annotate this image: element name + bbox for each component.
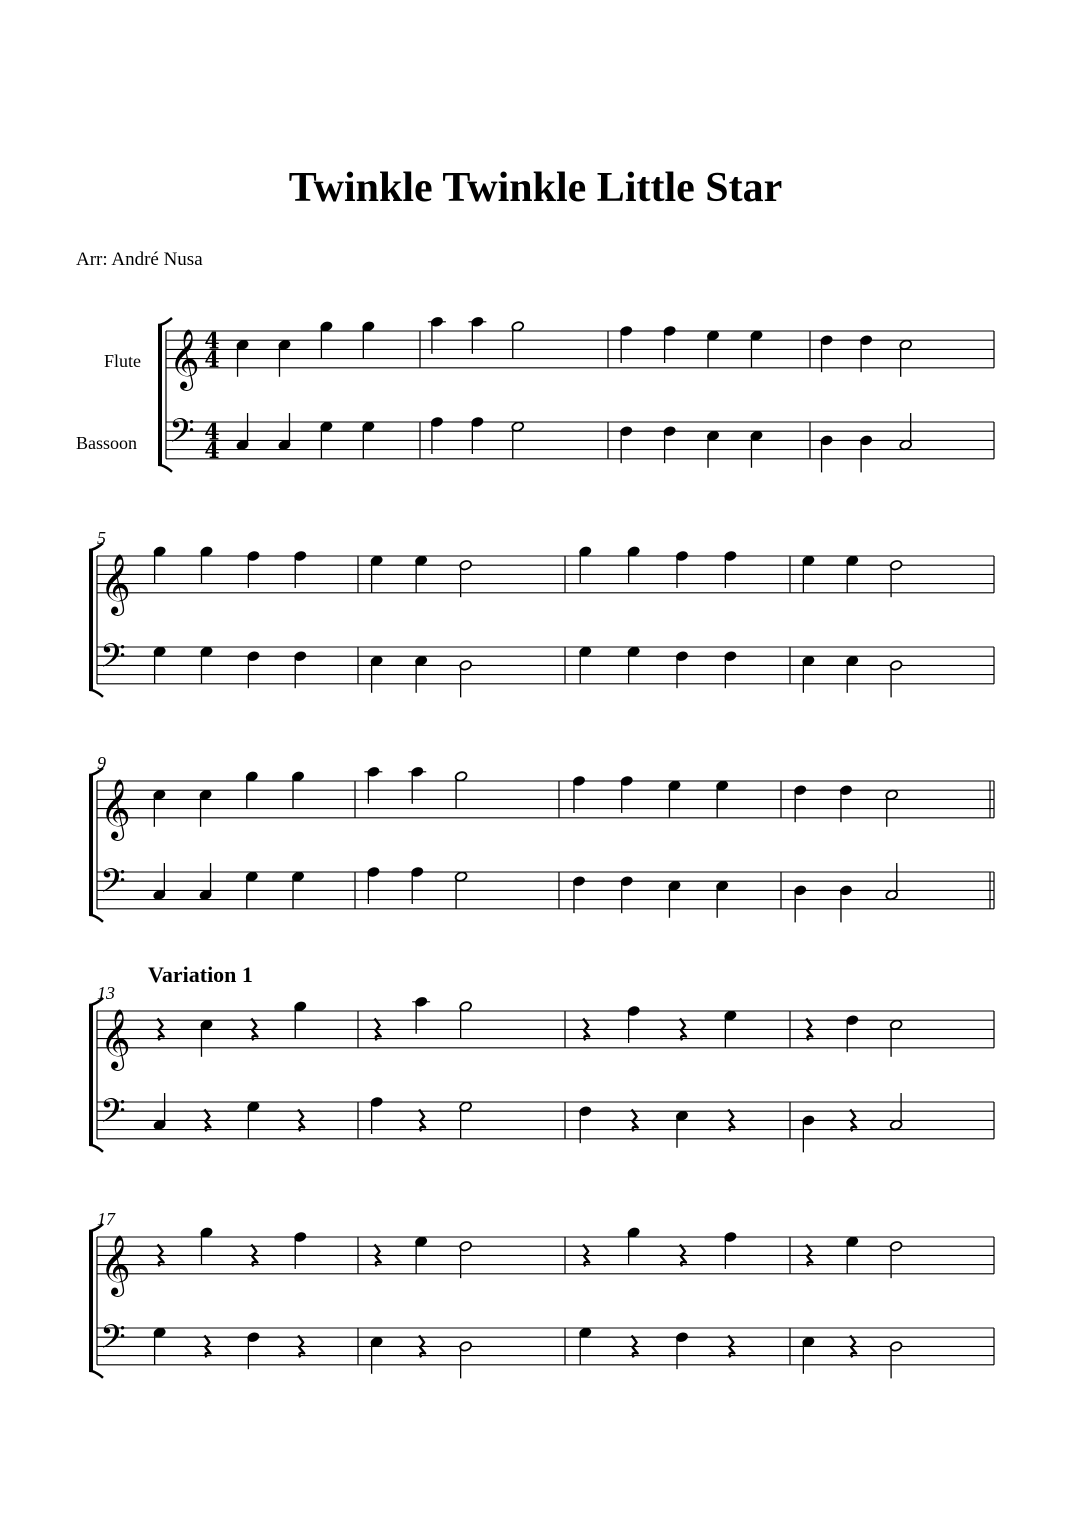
treble-clef: 𝄞 — [100, 1008, 131, 1069]
note — [245, 771, 258, 809]
arranger-credit: Arr: André Nusa — [76, 249, 203, 270]
note — [724, 550, 737, 588]
note — [199, 863, 212, 901]
note — [511, 321, 524, 359]
note — [294, 651, 307, 689]
note — [468, 316, 486, 354]
time-signature-denominator: 4 — [204, 346, 220, 373]
note — [724, 651, 737, 689]
note — [430, 416, 443, 454]
note — [579, 546, 592, 584]
note — [153, 863, 166, 901]
note — [724, 1231, 737, 1269]
note — [247, 550, 260, 588]
note — [899, 413, 912, 451]
note — [459, 1001, 472, 1039]
bracket-bottom-hook — [89, 915, 103, 922]
note — [706, 430, 719, 468]
note — [663, 426, 676, 464]
note — [663, 325, 676, 363]
note — [245, 871, 258, 909]
note — [294, 1231, 307, 1269]
note — [278, 413, 291, 451]
note — [459, 560, 472, 598]
note — [362, 321, 375, 359]
note — [839, 785, 852, 823]
note — [199, 789, 212, 827]
time-signature-denominator: 4 — [204, 437, 220, 464]
bracket-bottom-hook — [89, 1145, 103, 1152]
note — [200, 546, 213, 584]
note — [415, 655, 428, 693]
bracket-bottom-hook — [89, 1371, 103, 1378]
note — [153, 546, 166, 584]
note — [364, 766, 382, 804]
note — [459, 1101, 472, 1139]
note — [627, 1005, 640, 1043]
note — [820, 435, 833, 473]
note — [846, 1236, 859, 1274]
note — [511, 421, 524, 459]
bass-clef: 𝄢 — [100, 637, 126, 684]
note — [627, 546, 640, 584]
system-bracket — [89, 1231, 93, 1371]
note — [294, 1001, 307, 1039]
note — [627, 1227, 640, 1265]
note — [200, 646, 213, 684]
instrument-label-bassoon: Bassoon — [76, 433, 138, 453]
note — [291, 871, 304, 909]
note — [294, 550, 307, 588]
note — [579, 1106, 592, 1144]
note — [675, 1110, 688, 1148]
note — [370, 1096, 383, 1134]
note — [802, 1115, 815, 1153]
time-signature-numerator: 4 — [204, 419, 220, 446]
note — [411, 866, 424, 904]
note — [247, 1332, 260, 1370]
note — [724, 1010, 737, 1048]
note — [415, 1236, 428, 1274]
note — [794, 785, 807, 823]
note — [362, 421, 375, 459]
note — [247, 1101, 260, 1139]
note — [889, 1341, 902, 1379]
note — [236, 339, 249, 377]
note — [200, 1019, 213, 1057]
system-bracket — [89, 550, 93, 690]
note — [668, 780, 681, 818]
treble-clef: 𝄞 — [169, 328, 200, 389]
note — [454, 871, 467, 909]
bracket-top-hook — [158, 318, 172, 325]
measure-number: 5 — [97, 528, 106, 548]
note — [370, 1336, 383, 1374]
treble-clef: 𝄞 — [100, 553, 131, 614]
note — [675, 1332, 688, 1370]
note — [471, 416, 484, 454]
note — [885, 789, 898, 827]
note — [247, 651, 260, 689]
treble-clef: 𝄞 — [100, 778, 131, 839]
note — [291, 771, 304, 809]
note — [889, 1093, 902, 1131]
note — [153, 1327, 166, 1365]
note — [278, 339, 291, 377]
note — [839, 885, 852, 923]
note — [320, 321, 333, 359]
note — [236, 413, 249, 451]
note — [454, 771, 467, 809]
note — [846, 555, 859, 593]
note — [859, 335, 872, 373]
bass-clef: 𝄢 — [100, 1318, 126, 1365]
bass-clef: 𝄢 — [100, 1092, 126, 1139]
note — [675, 651, 688, 689]
note — [802, 1336, 815, 1374]
note — [367, 866, 380, 904]
note — [579, 646, 592, 684]
note — [750, 330, 763, 368]
note — [675, 550, 688, 588]
note — [889, 560, 902, 598]
treble-clef: 𝄞 — [100, 1234, 131, 1295]
note — [579, 1327, 592, 1365]
note — [428, 316, 446, 354]
note — [320, 421, 333, 459]
note — [620, 876, 633, 914]
note — [620, 775, 633, 813]
note — [412, 996, 430, 1034]
note — [716, 880, 729, 918]
note — [370, 655, 383, 693]
note — [459, 660, 472, 698]
bass-clef: 𝄢 — [169, 412, 195, 459]
bass-clef: 𝄢 — [100, 862, 126, 909]
note — [572, 775, 585, 813]
note — [885, 863, 898, 901]
system-bracket — [89, 1005, 93, 1145]
measure-number: 9 — [97, 753, 106, 773]
measure-number: 17 — [97, 1209, 115, 1229]
time-signature-numerator: 4 — [204, 328, 220, 355]
system-bracket — [89, 775, 93, 915]
note — [620, 426, 633, 464]
measure-number: 13 — [97, 983, 115, 1003]
rehearsal-mark-variation: Variation 1 — [148, 962, 253, 987]
note — [889, 1241, 902, 1279]
note — [889, 1019, 902, 1057]
note — [889, 660, 902, 698]
note — [668, 880, 681, 918]
bracket-bottom-hook — [89, 690, 103, 697]
system-bracket — [158, 325, 162, 465]
note — [620, 325, 633, 363]
note — [408, 766, 426, 804]
note — [859, 435, 872, 473]
note — [572, 876, 585, 914]
note — [153, 1093, 166, 1131]
note — [415, 555, 428, 593]
note — [706, 330, 719, 368]
note — [750, 430, 763, 468]
note — [846, 655, 859, 693]
note — [459, 1241, 472, 1279]
instrument-label-flute: Flute — [104, 351, 142, 371]
note — [459, 1341, 472, 1379]
note — [200, 1227, 213, 1265]
note — [794, 885, 807, 923]
bracket-bottom-hook — [158, 465, 172, 472]
note — [820, 335, 833, 373]
note — [899, 339, 912, 377]
note — [846, 1015, 859, 1053]
piece-title: Twinkle Twinkle Little Star — [288, 165, 783, 211]
note — [627, 646, 640, 684]
note — [802, 655, 815, 693]
note — [153, 646, 166, 684]
note — [802, 555, 815, 593]
note — [370, 555, 383, 593]
note — [153, 789, 166, 827]
note — [716, 780, 729, 818]
